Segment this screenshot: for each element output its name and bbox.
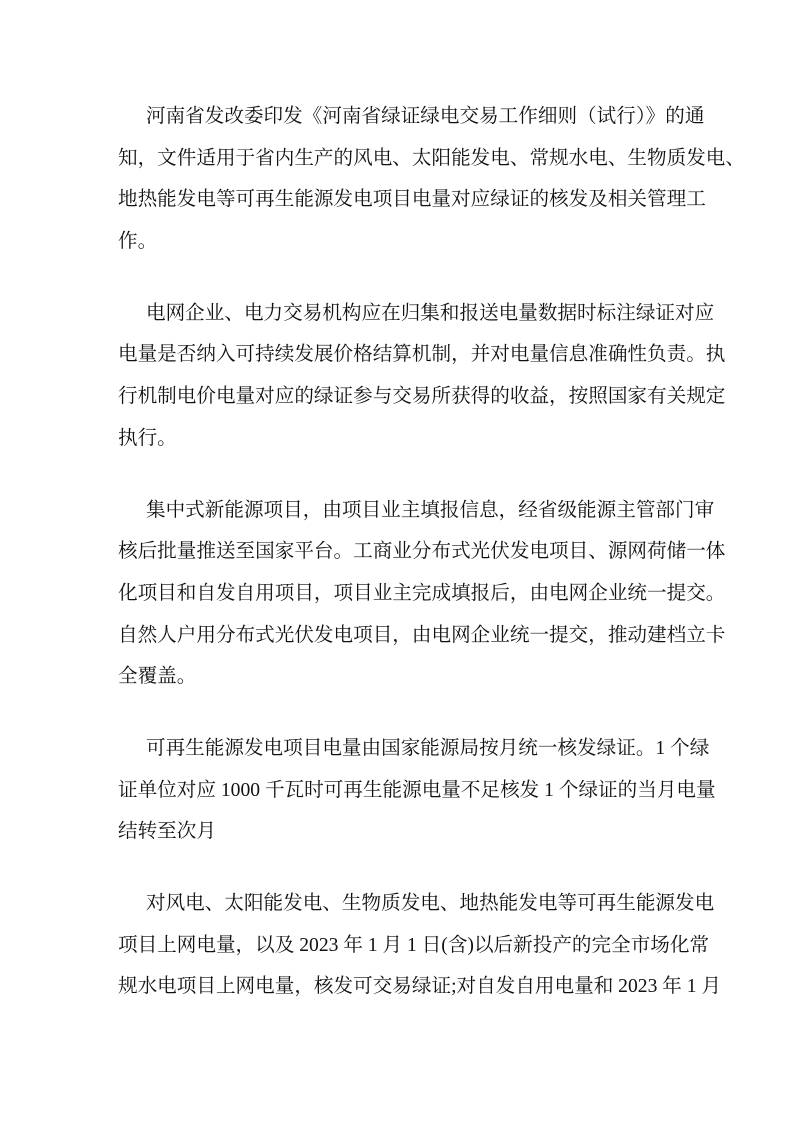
text-line: 项目上网电量，以及 2023 年 1 月 1 日(含)以后新投产的完全市场化常 bbox=[118, 934, 710, 956]
text-line: 作。 bbox=[118, 231, 158, 253]
text-line: 全覆盖。 bbox=[118, 666, 197, 688]
text-line: 核后批量推送至国家平台。工商业分布式光伏发电项目、源网荷储一体 bbox=[118, 541, 726, 563]
text-line: 执行。 bbox=[118, 427, 177, 449]
paragraph-1 bbox=[118, 96, 745, 263]
text-line: 证单位对应 1000 千瓦时可再生能源电量不足核发 1 个绿证的当月电量 bbox=[118, 779, 716, 801]
text-line: 化项目和自发自用项目，项目业主完成填报后，由电网企业统一提交。 bbox=[118, 582, 726, 604]
text-line: 知，文件适用于省内生产的风电、太阳能发电、常规水电、生物质发电、 bbox=[118, 147, 745, 169]
text-line: 规水电项目上网电量，核发可交易绿证;对自发自用电量和 2023 年 1 月 bbox=[118, 976, 722, 998]
paragraph-4 bbox=[118, 728, 716, 853]
text-line: 可再生能源发电项目电量由国家能源局按月统一核发绿证。1 个绿 bbox=[146, 737, 710, 759]
text-line: 自然人户用分布式光伏发电项目，由电网企业统一提交，推动建档立卡 bbox=[118, 624, 726, 646]
text-line: 电网企业、电力交易机构应在归集和报送电量数据时标注绿证对应 bbox=[146, 302, 715, 324]
text-line: 地热能发电等可再生能源发电项目电量对应绿证的核发及相关管理工 bbox=[118, 189, 706, 211]
paragraph-2 bbox=[118, 293, 726, 460]
paragraph-3 bbox=[118, 490, 726, 698]
text-line: 集中式新能源项目，由项目业主填报信息，经省级能源主管部门审 bbox=[146, 499, 715, 521]
paragraph-5 bbox=[118, 883, 722, 1008]
text-line: 结转至次月 bbox=[118, 821, 216, 843]
text-line: 电量是否纳入可持续发展价格结算机制，并对电量信息准确性负责。执 bbox=[118, 344, 726, 366]
text-line: 河南省发改委印发《河南省绿证绿电交易工作细则（试行）》的通 bbox=[146, 106, 705, 127]
document-page bbox=[118, 96, 745, 1038]
text-line: 对风电、太阳能发电、生物质发电、地热能发电等可再生能源发电 bbox=[146, 893, 715, 914]
text-line: 行机制电价电量对应的绿证参与交易所获得的收益，按照国家有关规定 bbox=[118, 386, 726, 408]
